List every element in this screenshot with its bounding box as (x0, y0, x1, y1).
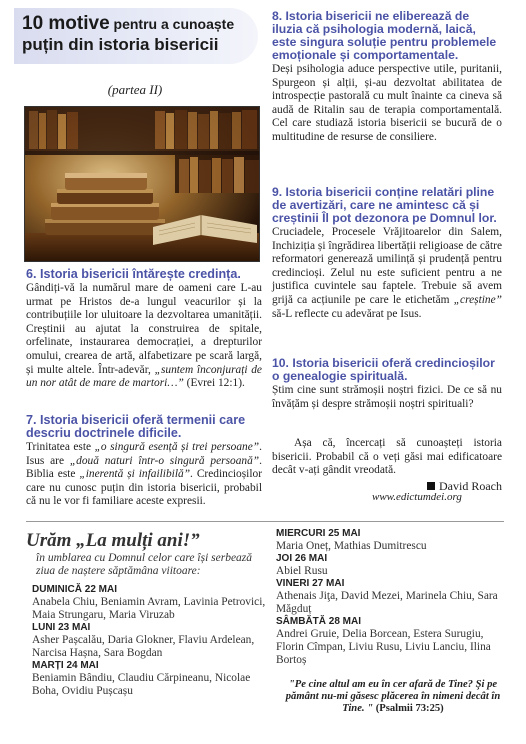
section-9-text-2: să-L reflecte cu adevărat pe Isus. (272, 307, 422, 320)
page-title (22, 14, 262, 55)
title-part1: 10 motive (22, 13, 110, 34)
section-7-quote-1: „o singură esență și trei persoane” (94, 441, 260, 453)
section-7-text-1: Trinitatea este (26, 441, 95, 453)
birthday-list-right (276, 528, 504, 667)
section-7-quote-2: „două naturi într-o singură persoană” (69, 454, 260, 467)
section-7-text-2: . Isus are (26, 441, 262, 467)
section-6-quote: „suntem înconjurați de un nor atât de mare de martori…” (26, 363, 262, 390)
closing-text: Așa că, încercați să cunoașteți istoria bisericii. Probabil că o veți găsi mai edificatoare decât v-ați gândit vreodată. (272, 437, 502, 477)
section-9-body (272, 226, 502, 321)
birthday-names: Anabela Chiu, Beniamin Avram, Lavinia Petrovici, Maia Strungaru, Maria Viruzab (32, 596, 266, 621)
section-7 (26, 414, 262, 509)
section-6-body (26, 282, 262, 391)
birthday-day: VINERI 27 MAI (276, 578, 345, 589)
section-10-body: Știm cine sunt strămoșii noștri fizici. De ce să nu învățăm și despre strămoșii noștri spirituali? (272, 384, 502, 410)
birthday-list-left (32, 584, 272, 698)
section-7-quote-3: „inerentă și infailibilă” (79, 468, 191, 481)
birthday-day: MIERCURI 25 MAI (276, 528, 361, 539)
divider (26, 521, 504, 522)
birthday-greeting (26, 530, 266, 578)
title-line2: puțin din istoria bisericii (22, 35, 219, 54)
section-7-text-4: . Credincioșilor care nu cunosc puțin din istoria bisericii, probabil că nu le vor fi familiare aceste expresii. (26, 468, 262, 508)
birthday-names: Athenais Jiţa, David Mezei, Marinela Chiu, Sara Măgduț (276, 590, 498, 615)
birthday-names: Beniamin Bândiu, Claudiu Cărpineanu, Nicolae Boha, Ovidiu Pușcașu (32, 672, 251, 697)
section-9-quote: „creștine” (453, 293, 502, 306)
title-part2: pentru a cunoaște (109, 16, 235, 32)
birthday-names: Andrei Gruie, Delia Borcean, Estera Surugiu, Florin Cîmpan, Liviu Rusu, Liviu Lanciu, Ilina Bortoș (276, 628, 491, 666)
section-8 (272, 10, 502, 145)
bible-quote (282, 679, 504, 715)
subtitle: (partea II) (107, 82, 163, 97)
birthday-day: DUMINICĂ 22 MAI (32, 584, 118, 595)
old-books-photo (24, 106, 260, 262)
birthday-day: SÂMBĂTĂ 28 MAI (276, 616, 362, 627)
section-7-body (26, 441, 262, 509)
greeting-title: Urăm „La mulți ani!” (26, 530, 200, 551)
bible-quote-ref: (Psalmii 73:25) (373, 703, 444, 714)
section-6-text: Gândiți-vă la numărul mare de oameni care L-au urmat pe Hristos de-a lungul veacurilor și la contribuțiile lor uluitoare la dezvoltarea umanității. Creștinii au ajutat la construirea de spitale, orfelinate, instaurarea democrației, a drepturilor omului, crearea de artă, alfabetizare pe scară largă, și multe altele. Într-adevăr, (26, 282, 262, 376)
section-7-text-3: . Biblia este (26, 454, 262, 481)
birthday-day: JOI 26 MAI (276, 553, 328, 564)
section-6-ref: (Evrei 12:1). (183, 377, 245, 390)
section-7-heading: 7. Istoria bisericii oferă termenii care descriu doctrinele dificile. (26, 413, 246, 440)
greeting-subtitle: în umblarea cu Domnul celor care își serbează ziua de naștere săptămâna viitoare: (36, 552, 253, 577)
birthday-names: Abiel Rusu (276, 565, 328, 577)
bible-quote-text: "Pe cine altul am eu în cer afară de Tine? Şi pe pământ nu-mi găsesc plăcerea în nimeni decât în Tine. " (285, 679, 501, 714)
website: www.edictumdei.org (372, 491, 462, 503)
birthday-names: Maria Oneț, Mathias Dumitrescu (276, 540, 427, 552)
section-6 (26, 268, 262, 391)
birthday-day: LUNI 23 MAI (32, 622, 91, 633)
section-9-heading: 9. Istoria bisericii conține relatări pline de avertizări, care ne amintesc că și creștinii Îl pot dezonora pe Domnul lor. (272, 185, 497, 225)
section-8-body: Deși psihologia aduce perspective utile, puritanii, Spurgeon și alții, și-au dezvoltat abilitatea de introspecție pastorală cu mult înainte ca cineva să audă de Ritalin sau de terapia comportamentală. Cel care studiază istoria bisericii se bucură de o multitudine de resurse de consiliere. (272, 63, 502, 143)
section-9 (272, 186, 502, 321)
section-10 (272, 357, 502, 411)
square-bullet-icon (427, 482, 435, 490)
birthday-names: Asher Pașcalău, Daria Glokner, Flaviu Ardelean, Narcisa Hașna, Sara Bogdan (32, 634, 255, 659)
section-6-heading: 6. Istoria bisericii întărește credința. (26, 267, 241, 281)
closing (272, 436, 502, 493)
section-10-heading: 10. Istoria bisericii oferă credincioșilor o genealogie spirituală. (272, 356, 495, 383)
section-8-heading: 8. Istoria bisericii ne eliberează de iluzia că psihologia modernă, laică, este singura soluție pentru problemele emoționale și comportamentale. (272, 9, 497, 62)
author-name: David Roach (439, 478, 502, 493)
section-9-text-1: Cruciadele, Procesele Vrăjitoarelor din Salem, Inchiziția și îngrădirea libertății religioase de către reformatori generează umilință și prudență pentru credincioși. Zelul nu este suficient pentru a ne justifica cuvintele sau faptele. Trebuie să avem grijă ca acțiunile pe care le etichetăm (272, 226, 502, 306)
birthday-day: MARȚI 24 MAI (32, 660, 99, 671)
